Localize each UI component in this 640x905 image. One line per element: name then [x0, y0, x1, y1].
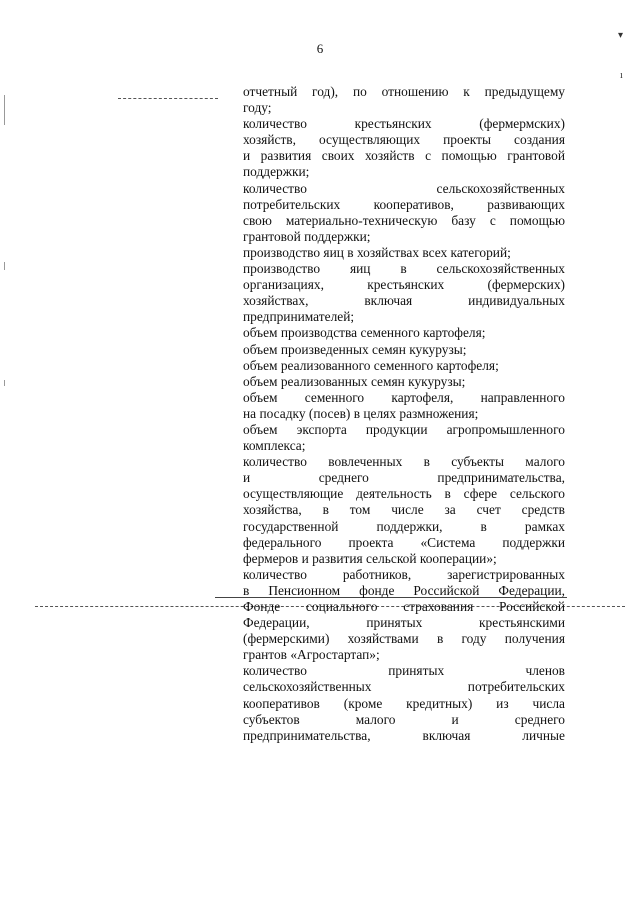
page-number: 6: [316, 41, 324, 56]
scan-artifact-line-left-top: [118, 98, 218, 99]
text-line: свою материально-техническую базу с помощью: [243, 212, 565, 228]
text-line: в Пенсионном фонде Российской Федерации,: [243, 582, 565, 598]
scan-artifact-edge-1: [4, 95, 5, 125]
body-text: [243, 84, 565, 744]
text-line: потребительских кооперативов, развивающих: [243, 196, 565, 212]
text-line: объем производства семенного картофеля;: [243, 325, 486, 341]
text-line: и среднего предпринимательства,: [243, 470, 565, 486]
text-line: Фонде социального страхования Российской: [243, 599, 565, 614]
text-line: сельскохозяйственных потребительских: [243, 679, 565, 695]
text-line: организациях, крестьянских (фермерских): [243, 277, 565, 293]
scan-mark-top-right: ▾: [618, 30, 624, 41]
text-line: государственной поддержки, в рамках: [243, 518, 565, 534]
text-line: фермеров и развития сельской кооперации»;: [243, 550, 497, 566]
text-line: грантовой поддержки;: [243, 228, 371, 244]
scan-artifact-edge-2: [4, 262, 5, 270]
text-line: объем экспорта продукции агропромышленного: [243, 421, 565, 437]
text-line: на посадку (посев) в целях размножения;: [243, 405, 479, 421]
text-line: (фермерскими) хозяйствами в году получения: [243, 631, 565, 647]
text-line: и развития своих хозяйств с помощью грантовой: [243, 148, 565, 164]
scan-mark-right: ı: [620, 70, 623, 81]
text-line: производство яиц в сельскохозяйственных: [243, 261, 565, 277]
text-line: грантов «Агростартап»;: [243, 647, 380, 663]
text-line: производство яиц в хозяйствах всех категорий;: [243, 244, 511, 260]
text-line: количество принятых членов: [243, 663, 565, 679]
text-line: объем реализованных семян кукурузы;: [243, 373, 466, 389]
text-line: Федерации, принятых крестьянскими: [243, 615, 565, 631]
text-line: отчетный год), по отношению к предыдущему: [243, 84, 565, 99]
text-line: субъектов малого и среднего: [243, 711, 565, 727]
text-line: хозяйства, в том числе за счет средств: [243, 502, 565, 518]
text-line: году;: [243, 100, 272, 116]
text-line: кооперативов (кроме кредитных) из числа: [243, 695, 565, 711]
text-line: объем произведенных семян кукурузы;: [243, 341, 467, 357]
text-line: комплекса;: [243, 438, 306, 454]
text-line: количество работников, зарегистрированных: [243, 566, 565, 582]
text-line: предпринимательства, включая личные: [243, 727, 565, 743]
text-line: объем семенного картофеля, направленного: [243, 389, 565, 405]
scan-artifact-edge-3: [4, 380, 5, 386]
text-line: количество сельскохозяйственных: [243, 180, 565, 196]
text-line: объем реализованного семенного картофеля;: [243, 357, 499, 373]
text-line: хозяйствах, включая индивидуальных: [243, 293, 565, 309]
text-line: хозяйств, осуществляющих проекты создания: [243, 132, 565, 148]
text-line: поддержки;: [243, 164, 310, 180]
text-line: количество крестьянских (фермермских): [243, 116, 565, 132]
text-line: предпринимателей;: [243, 309, 355, 325]
text-line: осуществляющие деятельность в сфере сельского: [243, 486, 565, 502]
text-line: количество вовлеченных в субъекты малого: [243, 454, 565, 470]
text-line: федерального проекта «Система поддержки: [243, 534, 565, 550]
